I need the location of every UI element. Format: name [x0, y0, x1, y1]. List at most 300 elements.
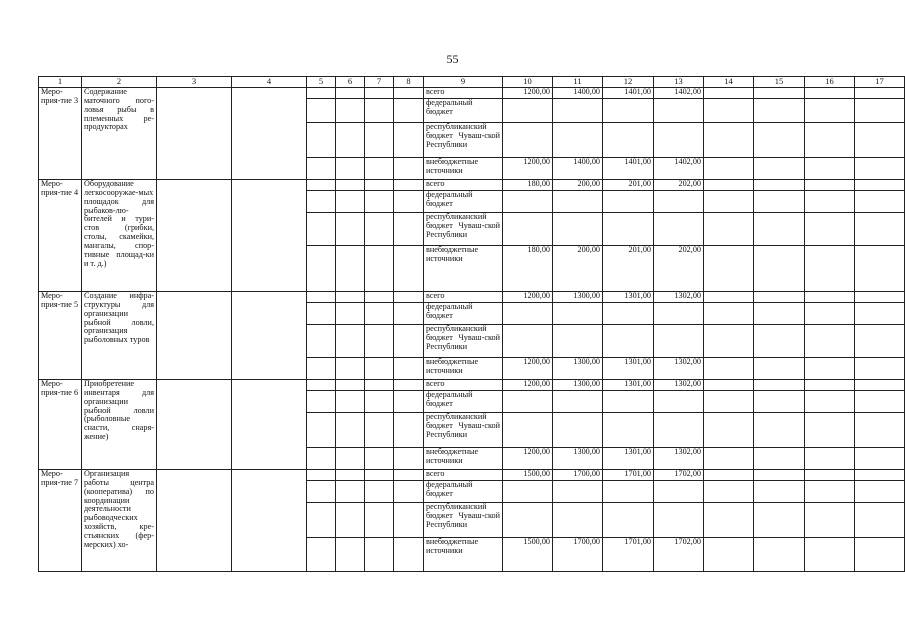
empty-cell	[365, 391, 394, 413]
event-number-cell: Меро-прия-тие 7	[39, 470, 82, 572]
amount-cell: 201,00	[603, 180, 654, 191]
empty-cell	[754, 303, 805, 325]
empty-cell	[394, 292, 424, 303]
empty-cell	[704, 99, 754, 123]
empty-cell	[365, 158, 394, 180]
empty-cell	[307, 303, 336, 325]
empty-cell	[232, 88, 307, 180]
column-number-row	[39, 77, 905, 88]
amount-cell: 1200,00	[503, 292, 553, 303]
empty-cell	[394, 470, 424, 481]
empty-cell	[336, 88, 365, 99]
empty-cell	[365, 380, 394, 391]
empty-cell	[704, 503, 754, 538]
empty-cell	[855, 246, 905, 292]
empty-cell	[855, 448, 905, 470]
amount-cell	[654, 503, 704, 538]
amount-cell	[503, 503, 553, 538]
empty-cell	[805, 158, 855, 180]
empty-cell	[307, 180, 336, 191]
amount-cell: 1200,00	[503, 448, 553, 470]
empty-cell	[157, 380, 232, 470]
amount-cell	[603, 325, 654, 358]
funding-source-cell: внебюджетные источники	[424, 158, 503, 180]
empty-cell	[307, 158, 336, 180]
funding-source-cell: федеральный бюджет	[424, 303, 503, 325]
funding-source-cell: республиканский бюджет Чуваш-ской Республики	[424, 413, 503, 448]
empty-cell	[754, 123, 805, 158]
empty-cell	[855, 358, 905, 380]
empty-cell	[232, 380, 307, 470]
empty-cell	[307, 503, 336, 538]
funding-source-cell: федеральный бюджет	[424, 481, 503, 503]
amount-cell	[603, 391, 654, 413]
amount-cell: 1500,00	[503, 538, 553, 572]
empty-cell	[336, 292, 365, 303]
empty-cell	[365, 123, 394, 158]
empty-cell	[855, 325, 905, 358]
empty-cell	[394, 88, 424, 99]
amount-cell: 1301,00	[603, 292, 654, 303]
empty-cell	[754, 99, 805, 123]
amount-cell	[654, 123, 704, 158]
empty-cell	[805, 88, 855, 99]
column-number-cell: 16	[805, 77, 855, 88]
empty-cell	[394, 325, 424, 358]
empty-cell	[307, 448, 336, 470]
table-row	[39, 380, 905, 391]
empty-cell	[365, 325, 394, 358]
amount-cell: 1700,00	[553, 470, 603, 481]
amount-cell	[654, 325, 704, 358]
empty-cell	[704, 88, 754, 99]
amount-cell	[553, 325, 603, 358]
column-number-cell: 14	[704, 77, 754, 88]
empty-cell	[704, 448, 754, 470]
column-number-cell: 10	[503, 77, 553, 88]
amount-cell	[654, 481, 704, 503]
empty-cell	[754, 448, 805, 470]
empty-cell	[704, 123, 754, 158]
funding-source-cell: всего	[424, 88, 503, 99]
amount-cell: 1301,00	[603, 358, 654, 380]
amount-cell: 180,00	[503, 180, 553, 191]
amount-cell	[654, 213, 704, 246]
table-row	[39, 292, 905, 303]
empty-cell	[394, 481, 424, 503]
page-number: 55	[446, 52, 459, 66]
column-number-cell: 4	[232, 77, 307, 88]
column-number-cell: 2	[82, 77, 157, 88]
empty-cell	[805, 303, 855, 325]
empty-cell	[365, 303, 394, 325]
amount-cell	[503, 123, 553, 158]
empty-cell	[855, 503, 905, 538]
empty-cell	[394, 246, 424, 292]
empty-cell	[307, 358, 336, 380]
empty-cell	[704, 358, 754, 380]
amount-cell	[503, 481, 553, 503]
empty-cell	[336, 358, 365, 380]
funding-source-cell: всего	[424, 292, 503, 303]
table-row	[39, 470, 905, 481]
column-number-cell: 7	[365, 77, 394, 88]
column-number-cell: 13	[654, 77, 704, 88]
empty-cell	[805, 481, 855, 503]
amount-cell: 180,00	[503, 246, 553, 292]
amount-cell: 1302,00	[654, 448, 704, 470]
empty-cell	[805, 246, 855, 292]
amount-cell: 1301,00	[603, 448, 654, 470]
amount-cell: 1402,00	[654, 88, 704, 99]
empty-cell	[307, 391, 336, 413]
empty-cell	[754, 380, 805, 391]
amount-cell: 1302,00	[654, 358, 704, 380]
amount-cell	[553, 303, 603, 325]
empty-cell	[394, 538, 424, 572]
empty-cell	[365, 413, 394, 448]
empty-cell	[704, 470, 754, 481]
amount-cell	[503, 413, 553, 448]
funding-source-cell: внебюджетные источники	[424, 538, 503, 572]
amount-cell: 201,00	[603, 246, 654, 292]
empty-cell	[855, 191, 905, 213]
empty-cell	[704, 213, 754, 246]
empty-cell	[336, 123, 365, 158]
empty-cell	[336, 180, 365, 191]
column-number-cell: 15	[754, 77, 805, 88]
empty-cell	[855, 292, 905, 303]
funding-source-cell: всего	[424, 180, 503, 191]
empty-cell	[855, 391, 905, 413]
amount-cell: 202,00	[654, 180, 704, 191]
empty-cell	[336, 99, 365, 123]
amount-cell: 1500,00	[503, 470, 553, 481]
column-number-cell: 12	[603, 77, 654, 88]
amount-cell: 1401,00	[603, 158, 654, 180]
empty-cell	[855, 99, 905, 123]
empty-cell	[365, 213, 394, 246]
empty-cell	[754, 481, 805, 503]
empty-cell	[157, 292, 232, 380]
empty-cell	[336, 481, 365, 503]
table-row	[39, 88, 905, 99]
event-description-cell: Приобретение инвентаря для организации рыбной ловли (рыболовные снасти, снаря-жение)	[82, 380, 157, 470]
empty-cell	[805, 470, 855, 481]
amount-cell	[553, 213, 603, 246]
empty-cell	[394, 180, 424, 191]
amount-cell: 1400,00	[553, 158, 603, 180]
empty-cell	[307, 380, 336, 391]
empty-cell	[336, 380, 365, 391]
amount-cell: 1700,00	[553, 538, 603, 572]
amount-cell: 1400,00	[553, 88, 603, 99]
empty-cell	[394, 99, 424, 123]
amount-cell	[553, 503, 603, 538]
amount-cell	[654, 391, 704, 413]
amount-cell	[503, 391, 553, 413]
empty-cell	[336, 325, 365, 358]
empty-cell	[805, 213, 855, 246]
empty-cell	[307, 538, 336, 572]
amount-cell	[654, 191, 704, 213]
empty-cell	[307, 191, 336, 213]
empty-cell	[805, 448, 855, 470]
empty-cell	[307, 99, 336, 123]
column-number-cell: 5	[307, 77, 336, 88]
funding-source-cell: федеральный бюджет	[424, 391, 503, 413]
amount-cell: 1702,00	[654, 538, 704, 572]
empty-cell	[805, 180, 855, 191]
amount-cell	[603, 191, 654, 213]
amount-cell: 1300,00	[553, 448, 603, 470]
empty-cell	[336, 538, 365, 572]
funding-source-cell: всего	[424, 470, 503, 481]
empty-cell	[336, 448, 365, 470]
column-number-cell: 6	[336, 77, 365, 88]
empty-cell	[307, 481, 336, 503]
empty-cell	[157, 180, 232, 292]
empty-cell	[365, 191, 394, 213]
funding-source-cell: федеральный бюджет	[424, 191, 503, 213]
funding-table	[38, 76, 905, 572]
amount-cell: 1402,00	[654, 158, 704, 180]
event-description-cell: Оборудование легкосооружае-мых площадок для рыбаков-лю-бителей и тури-стов (грибки, столы, скамейки, мангалы, спор-тивные площад-ки и т. д.)	[82, 180, 157, 292]
empty-cell	[336, 391, 365, 413]
funding-source-cell: республиканский бюджет Чуваш-ской Республики	[424, 325, 503, 358]
amount-cell: 200,00	[553, 180, 603, 191]
empty-cell	[365, 292, 394, 303]
amount-cell: 1200,00	[503, 88, 553, 99]
amount-cell	[603, 99, 654, 123]
amount-cell	[603, 481, 654, 503]
empty-cell	[157, 470, 232, 572]
empty-cell	[855, 158, 905, 180]
empty-cell	[754, 292, 805, 303]
empty-cell	[805, 380, 855, 391]
empty-cell	[855, 180, 905, 191]
empty-cell	[394, 358, 424, 380]
empty-cell	[754, 246, 805, 292]
funding-source-cell: внебюджетные источники	[424, 448, 503, 470]
empty-cell	[307, 88, 336, 99]
amount-cell: 1301,00	[603, 380, 654, 391]
amount-cell	[503, 303, 553, 325]
empty-cell	[704, 538, 754, 572]
amount-cell	[503, 191, 553, 213]
empty-cell	[365, 99, 394, 123]
empty-cell	[394, 303, 424, 325]
column-number-cell: 11	[553, 77, 603, 88]
empty-cell	[805, 413, 855, 448]
amount-cell: 1701,00	[603, 538, 654, 572]
empty-cell	[855, 413, 905, 448]
empty-cell	[704, 191, 754, 213]
funding-source-cell: внебюджетные источники	[424, 246, 503, 292]
empty-cell	[336, 191, 365, 213]
amount-cell	[503, 325, 553, 358]
amount-cell: 1200,00	[503, 380, 553, 391]
amount-cell	[553, 123, 603, 158]
empty-cell	[754, 325, 805, 358]
empty-cell	[394, 391, 424, 413]
amount-cell	[603, 503, 654, 538]
amount-cell	[553, 413, 603, 448]
empty-cell	[365, 538, 394, 572]
empty-cell	[805, 292, 855, 303]
empty-cell	[307, 413, 336, 448]
empty-cell	[855, 380, 905, 391]
empty-cell	[704, 180, 754, 191]
event-number-cell: Меро-прия-тие 3	[39, 88, 82, 180]
amount-cell: 1701,00	[603, 470, 654, 481]
empty-cell	[855, 470, 905, 481]
empty-cell	[805, 391, 855, 413]
empty-cell	[855, 123, 905, 158]
column-number-cell: 1	[39, 77, 82, 88]
amount-cell: 202,00	[654, 246, 704, 292]
empty-cell	[307, 292, 336, 303]
empty-cell	[754, 503, 805, 538]
funding-source-cell: республиканский бюджет Чуваш-ской Республики	[424, 123, 503, 158]
empty-cell	[754, 358, 805, 380]
empty-cell	[232, 292, 307, 380]
empty-cell	[754, 538, 805, 572]
empty-cell	[855, 213, 905, 246]
empty-cell	[365, 358, 394, 380]
empty-cell	[704, 380, 754, 391]
empty-cell	[307, 213, 336, 246]
empty-cell	[365, 470, 394, 481]
empty-cell	[855, 481, 905, 503]
funding-source-cell: республиканский бюджет Чуваш-ской Республики	[424, 213, 503, 246]
empty-cell	[704, 325, 754, 358]
empty-cell	[336, 213, 365, 246]
amount-cell: 1300,00	[553, 380, 603, 391]
funding-source-cell: внебюджетные источники	[424, 358, 503, 380]
amount-cell	[654, 303, 704, 325]
empty-cell	[365, 88, 394, 99]
empty-cell	[336, 413, 365, 448]
column-number-cell: 9	[424, 77, 503, 88]
empty-cell	[365, 481, 394, 503]
empty-cell	[855, 88, 905, 99]
empty-cell	[704, 246, 754, 292]
empty-cell	[232, 470, 307, 572]
empty-cell	[805, 123, 855, 158]
empty-cell	[336, 303, 365, 325]
amount-cell	[603, 303, 654, 325]
empty-cell	[157, 88, 232, 180]
empty-cell	[365, 448, 394, 470]
amount-cell	[503, 213, 553, 246]
empty-cell	[754, 470, 805, 481]
funding-source-cell: всего	[424, 380, 503, 391]
event-description-cell: Содержание маточного пого-ловья рыбы в племенных ре-продукторах	[82, 88, 157, 180]
empty-cell	[394, 503, 424, 538]
empty-cell	[394, 123, 424, 158]
empty-cell	[805, 538, 855, 572]
empty-cell	[232, 180, 307, 292]
empty-cell	[855, 303, 905, 325]
empty-cell	[704, 413, 754, 448]
empty-cell	[805, 191, 855, 213]
amount-cell: 1200,00	[503, 158, 553, 180]
empty-cell	[394, 448, 424, 470]
empty-cell	[754, 180, 805, 191]
empty-cell	[704, 303, 754, 325]
amount-cell	[553, 191, 603, 213]
amount-cell	[553, 391, 603, 413]
amount-cell: 1302,00	[654, 380, 704, 391]
empty-cell	[307, 325, 336, 358]
table-row	[39, 180, 905, 191]
empty-cell	[855, 538, 905, 572]
empty-cell	[336, 246, 365, 292]
amount-cell: 1300,00	[553, 358, 603, 380]
event-number-cell: Меро-прия-тие 6	[39, 380, 82, 470]
amount-cell: 1302,00	[654, 292, 704, 303]
amount-cell: 1200,00	[503, 358, 553, 380]
column-number-cell: 3	[157, 77, 232, 88]
amount-cell	[603, 213, 654, 246]
event-number-cell: Меро-прия-тие 4	[39, 180, 82, 292]
column-number-cell: 17	[855, 77, 905, 88]
amount-cell	[603, 413, 654, 448]
empty-cell	[754, 88, 805, 99]
empty-cell	[307, 123, 336, 158]
empty-cell	[336, 158, 365, 180]
amount-cell: 1401,00	[603, 88, 654, 99]
empty-cell	[704, 292, 754, 303]
empty-cell	[336, 503, 365, 538]
empty-cell	[754, 191, 805, 213]
empty-cell	[394, 213, 424, 246]
amount-cell	[553, 99, 603, 123]
empty-cell	[805, 99, 855, 123]
funding-source-cell: федеральный бюджет	[424, 99, 503, 123]
amount-cell	[654, 413, 704, 448]
empty-cell	[704, 158, 754, 180]
amount-cell	[654, 99, 704, 123]
event-description-cell: Создание инфра-структуры для организации рыбной ловли, организация рыболовных туров	[82, 292, 157, 380]
empty-cell	[336, 470, 365, 481]
empty-cell	[805, 503, 855, 538]
empty-cell	[365, 180, 394, 191]
amount-cell	[553, 481, 603, 503]
amount-cell: 200,00	[553, 246, 603, 292]
empty-cell	[365, 503, 394, 538]
event-description-cell: Организация работы центра (кооператива) по координации деятельности рыбоводческих хозяйств, кре-стьянских (фер-мерских) хо-	[82, 470, 157, 572]
amount-cell	[603, 123, 654, 158]
empty-cell	[805, 325, 855, 358]
empty-cell	[365, 246, 394, 292]
amount-cell	[503, 99, 553, 123]
empty-cell	[754, 391, 805, 413]
empty-cell	[754, 413, 805, 448]
empty-cell	[805, 358, 855, 380]
empty-cell	[754, 158, 805, 180]
empty-cell	[704, 391, 754, 413]
empty-cell	[394, 158, 424, 180]
empty-cell	[394, 380, 424, 391]
column-number-cell: 8	[394, 77, 424, 88]
event-number-cell: Меро-прия-тие 5	[39, 292, 82, 380]
empty-cell	[307, 470, 336, 481]
empty-cell	[394, 191, 424, 213]
empty-cell	[704, 481, 754, 503]
empty-cell	[307, 246, 336, 292]
